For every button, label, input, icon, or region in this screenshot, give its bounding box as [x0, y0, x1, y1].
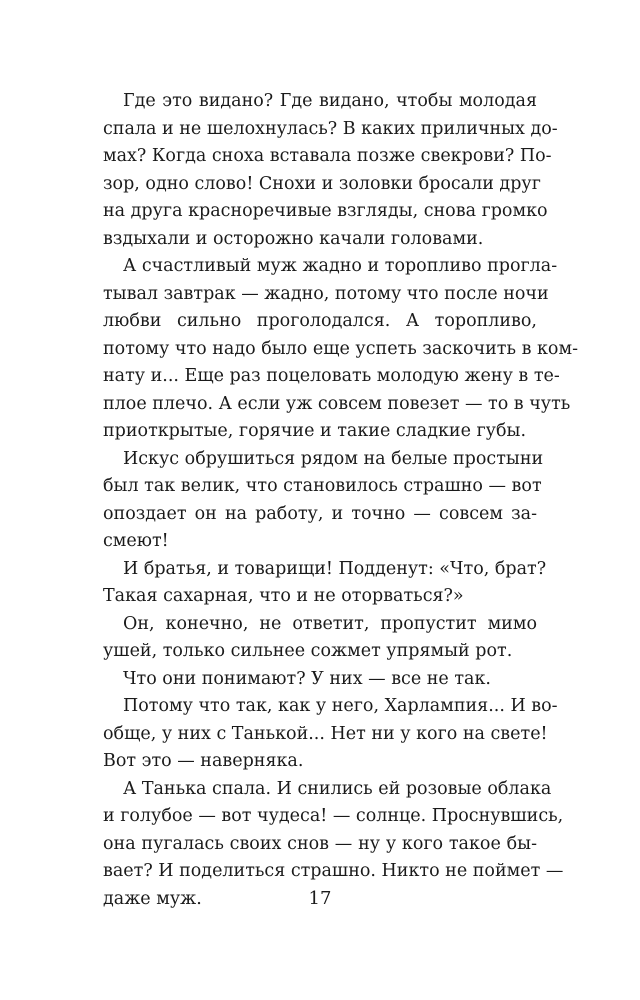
text-line: ушей, только сильнее сожмет упрямый рот.: [103, 641, 513, 661]
text-line: зор, одно слово! Снохи и золовки бросали друг: [103, 173, 541, 194]
paragraph-3: [103, 446, 544, 556]
text-line: вздыхали и осторожно качали головами.: [103, 228, 484, 249]
text-line: смеют!: [103, 531, 169, 551]
text-line: приоткрытые, горячие и такие сладкие губы.: [103, 421, 527, 441]
text-line: И братья, и товарищи! Подденут: «Что, брат?: [123, 558, 547, 579]
text-line: вает? И поделиться страшно. Никто не поймет —: [103, 861, 564, 881]
text-line: любви сильно проголодался. А торопливо,: [103, 311, 537, 331]
text-line: даже муж.: [103, 888, 202, 909]
paragraph-2: [103, 253, 578, 446]
text-line: Вот это — наверняка.: [103, 751, 304, 771]
page-number: 17: [308, 888, 332, 909]
text-line: был так велик, что становилось страшно — вот: [103, 476, 542, 496]
book-page-text: [103, 88, 578, 913]
text-line: она пугалась своих снов — ну у кого такое бы-: [103, 833, 537, 854]
text-line: Он, конечно, не ответит, пропустит мимо: [123, 613, 537, 634]
text-line: мах? Когда сноха вставала позже свекрови? По-: [103, 146, 552, 166]
text-line: Что они понимают? У них — все не так.: [123, 668, 491, 689]
text-line: Потому что так, как у него, Харлампия... И во-: [123, 696, 558, 716]
text-line: Такая сахарная, что и не оторваться?»: [103, 586, 464, 606]
text-line: Искус обрушиться рядом на белые простыни: [123, 448, 544, 469]
text-line: и голубое — вот чудеса! — солнце. Проснувшись,: [103, 806, 564, 826]
text-line: потому что надо было еще успеть заскочить в ком-: [103, 338, 578, 359]
text-line: опоздает он на работу, и точно — совсем за-: [103, 503, 537, 524]
text-line: на друга красноречивые взгляды, снова громко: [103, 201, 548, 221]
paragraph-6: [103, 666, 537, 694]
text-line: спала и не шелохнулась? В каких приличных до-: [103, 118, 558, 139]
paragraph-7: [103, 693, 558, 776]
text-line: обще, у них с Танькой... Нет ни у кого на свете!: [103, 723, 548, 744]
text-line: тывал завтрак — жадно, потому что после ночи: [103, 283, 549, 304]
text-line: Где это видано? Где видано, чтобы молодая: [123, 91, 537, 111]
paragraph-5: [103, 611, 537, 666]
text-line: А Танька спала. И снились ей розовые облака: [123, 778, 552, 799]
text-line: А счастливый муж жадно и торопливо прогла-: [123, 256, 558, 276]
paragraph-1: [103, 88, 558, 253]
text-line: плое плечо. А если уж совсем повезет — то в чуть: [103, 393, 571, 414]
text-line: нату и... Еще раз поцеловать молодую жену в те-: [103, 366, 560, 386]
paragraph-4: [103, 556, 547, 611]
